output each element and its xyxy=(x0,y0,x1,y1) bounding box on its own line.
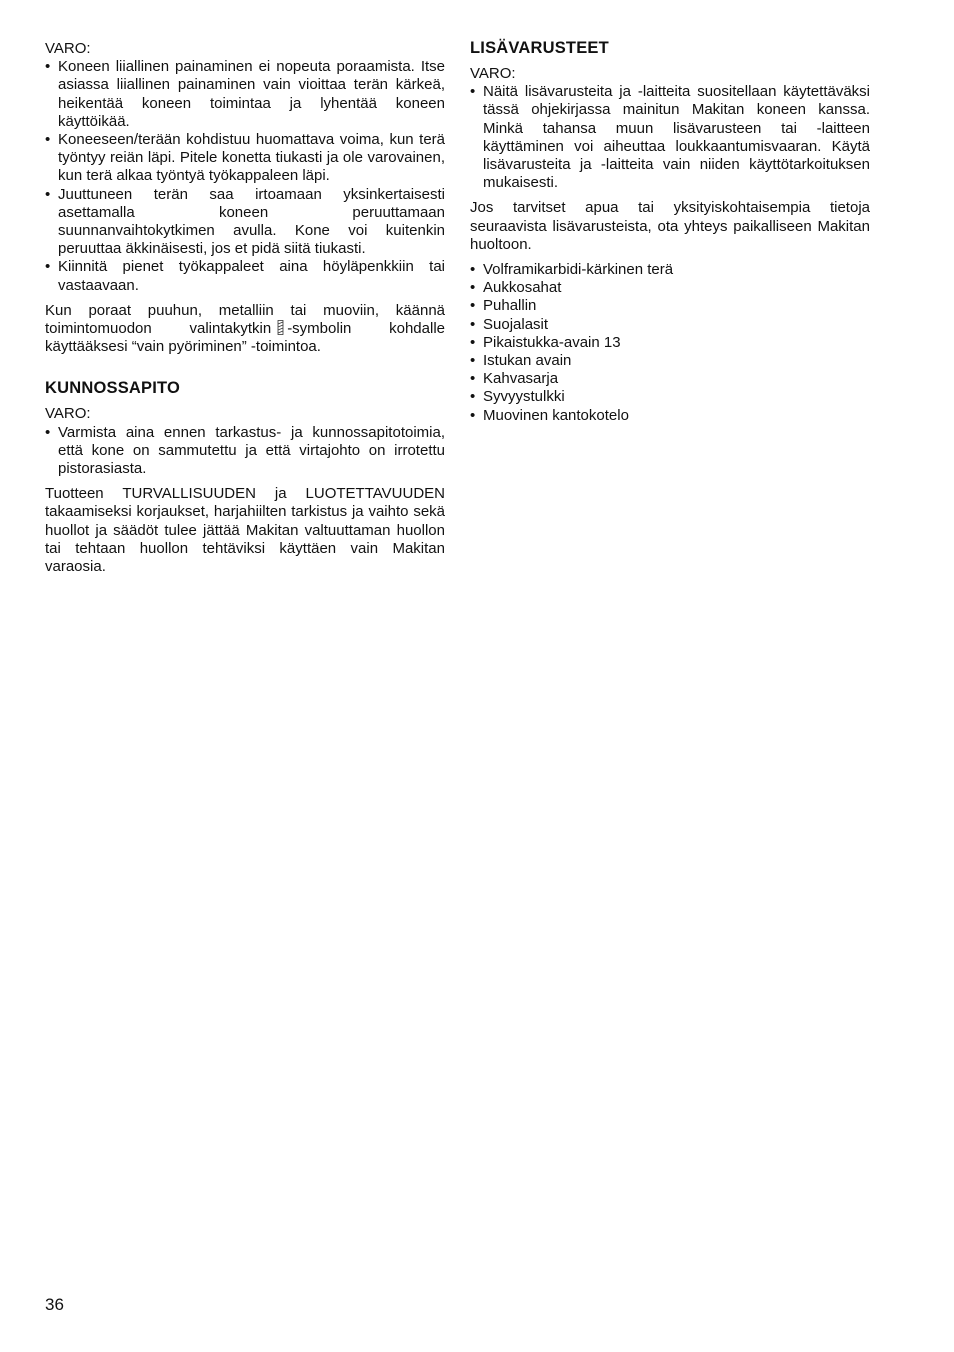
list-item: • Suojalasit xyxy=(470,316,870,334)
drill-bit-rotation-symbol-icon xyxy=(277,320,284,335)
right-column xyxy=(470,38,870,425)
list-item: • Volframikarbidi-kärkinen terä xyxy=(470,261,870,279)
paragraph-text: -symbolin kohdalle käyttääksesi “vain pyöriminen” -toimintoa. xyxy=(45,320,445,356)
list-item: • Koneen liiallinen painaminen ei nopeuta poraamista. Itse asiassa liiallinen painaminen vain vioittaa terän kärkeä, heikentää koneen toimintaa ja lyhentää koneen käyttöikää. xyxy=(45,58,445,131)
list-item: • Näitä lisävarusteita ja -laitteita suositellaan käytettäväksi tässä ohjekirjassa mainitun Makitan koneen kanssa. Minkä tahansa muun lisävarusteen tai -laitteen käyttäminen voi aiheuttaa loukkaantumisvaaran. Käytä lisävarusteita ja -laitteita vain niiden käyttötarkoituksen mukaisesti. xyxy=(470,83,870,192)
caution-list xyxy=(45,58,445,295)
drilling-mode-paragraph xyxy=(45,302,445,357)
section-heading-lisavarusteet: LISÄVARUSTEET xyxy=(470,39,609,57)
list-item: • Varmista aina ennen tarkastus- ja kunnossapitotoimia, että kone on sammutettu ja että virtajohto on irrotettu pistorasiasta. xyxy=(45,424,445,479)
accessories-list xyxy=(470,261,870,425)
list-item: • Aukkosahat xyxy=(470,279,870,297)
list-item: • Muovinen kantokotelo xyxy=(470,407,870,425)
page-number: 36 xyxy=(45,1295,64,1314)
list-item: • Juuttuneen terän saa irtoamaan yksinkertaisesti asettamalla koneen peruuttamaan suunnanvaihtokytkimen avulla. Kone voi kuitenkin peruuttaa äkkinäisesti, jos et pidä siitä tiukasti. xyxy=(45,186,445,259)
caution-list xyxy=(45,424,445,479)
list-item: • Syvyystulkki xyxy=(470,388,870,406)
maintenance-paragraph: Tuotteen TURVALLISUUDEN ja LUOTETTAVUUDEN takaamiseksi korjaukset, harjahiilten tarkistus ja vaihto sekä huollot ja säädöt tulee jättää Makitan valtuuttaman huollon tai tehtaan huollon tehtäviksi käyttäen vain Makitan varaosia. xyxy=(45,485,445,576)
caution-label: VARO: xyxy=(45,405,91,423)
list-item: • Pikaistukka-avain 13 xyxy=(470,334,870,352)
caution-label: VARO: xyxy=(470,65,516,82)
list-item: • Istukan avain xyxy=(470,352,870,370)
caution-list xyxy=(470,83,870,192)
list-item: • Koneeseen/terään kohdistuu huomattava voima, kun terä työntyy reiän läpi. Pitele konetta tiukasti ja ole varovainen, kun terä alkaa työntyä työkappaleen läpi. xyxy=(45,131,445,186)
caution-label: VARO: xyxy=(45,40,91,57)
list-item: • Puhallin xyxy=(470,297,870,315)
list-item: • Kiinnitä pienet työkappaleet aina höyläpenkkiin tai vastaavaan. xyxy=(45,258,445,294)
accessories-intro-paragraph: Jos tarvitset apua tai yksityiskohtaisempia tietoja seuraavista lisävarusteista, ota yhteys paikalliseen Makitan huoltoon. xyxy=(470,199,870,253)
list-item: • Kahvasarja xyxy=(470,370,870,388)
paragraph-text: Kun poraat puuhun, metalliin tai muoviin, käännä toimintomuodon valintakytkin xyxy=(45,301,445,338)
section-heading-kunnossapito: KUNNOSSAPITO xyxy=(45,379,181,398)
left-column xyxy=(45,40,445,576)
